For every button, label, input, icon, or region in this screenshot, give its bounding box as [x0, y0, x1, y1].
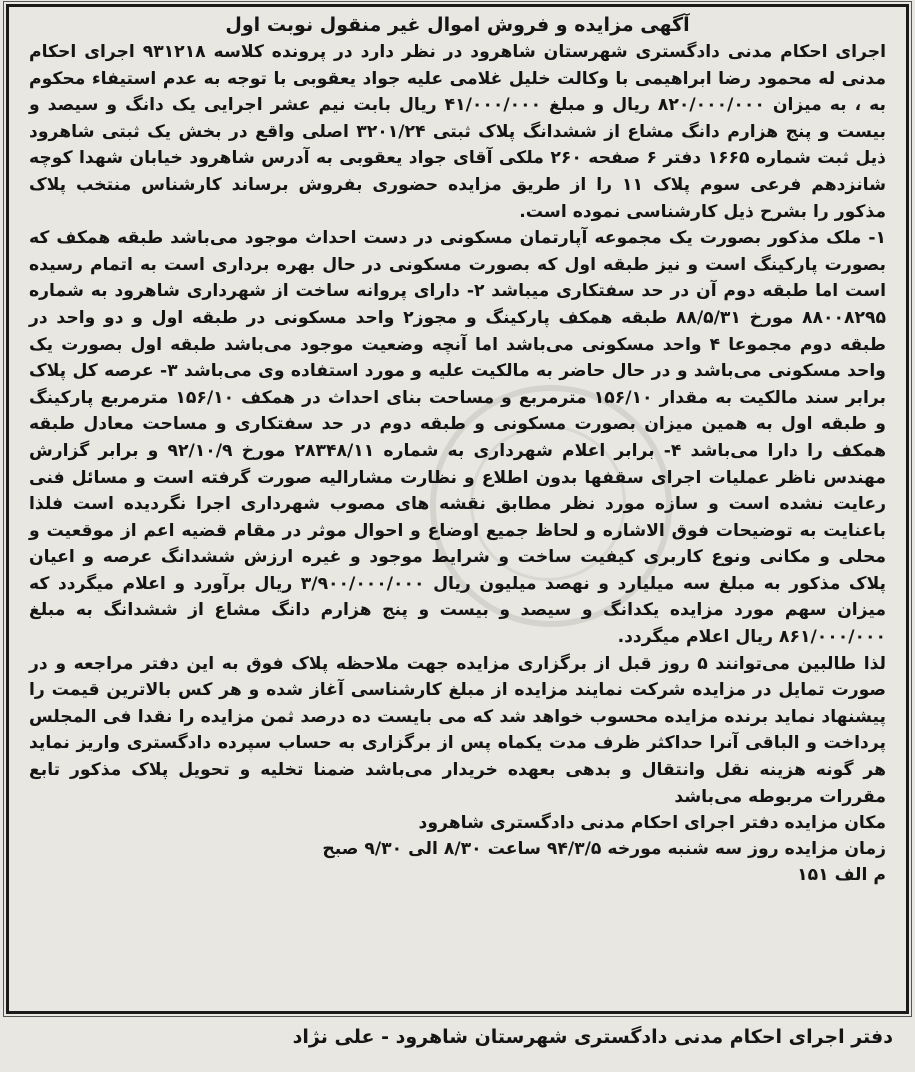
- auction-place: مکان مزایده دفتر اجرای احکام مدنی دادگستری شاهرود: [418, 813, 886, 834]
- notice-code: م الف ۱۵۱: [797, 865, 886, 886]
- notice-signature: دفتر اجرای احکام مدنی دادگستری شهرستان شاهرود - علی نژاد: [292, 1026, 893, 1048]
- notice-closing: لذا طالبین می‌توانند ۵ روز قبل از برگزاری مزایده جهت ملاحظه پلاک فوق به این دفتر مراجعه و در صورت تمایل در مزایده شرکت نمایند مزایده از مبلغ کارشناسی آغاز شده و هر کس بالاترین قیمت را پیشنهاد نماید برنده مزایده محسوب خواهد شد که می بایست ده درصد ثمن مزایده را نقدا فی المجلس پرداخت و الباقی آنرا حداکثر ظرف مدت یکماه پس از برگزاری به حساب سپرده دادگستری واریز نماید هر گونه هزینه نقل وانتقال و بدهی بعهده خریدار می‌باشد ضمنا تخلیه و تحویل پلاک مذکور تابع مقررات مربوطه می‌باشد: [29, 653, 886, 807]
- notice-title: آگهی مزایده و فروش اموال غیر منقول نوبت اول: [225, 14, 690, 36]
- notice-intro: اجرای احکام مدنی دادگستری شهرستان شاهرود در نظر دارد در پرونده کلاسه ۹۳۱۲۱۸ اجرای احکام مدنی له محمود رضا ابراهیمی با وکالت خلیل غلامی علیه جواد یعقوبی با توجه به عدم استیفاء محکوم به ، به میزان ۸۲۰/۰۰۰/۰۰۰ ریال و مبلغ ۴۱/۰۰۰/۰۰۰ ریال بابت نیم عشر اجرایی یک دانگ و سیصد و بیست و پنج هزارم دانگ مشاع از ششدانگ پلاک ثبتی ۳۲۰۱/۲۴ اصلی واقع در بخش یک ثبتی شاهرود ذیل ثبت شماره ۱۶۶۵ دفتر ۶ صفحه ۲۶۰ ملکی آقای جواد یعقوبی به آدرس شاهرود خیابان شهدا کوچه شانزدهم فرعی سوم پلاک ۱۱ را از طریق مزایده حضوری بفروش برساند کارشناس منتخب پلاک مذکور را بشرح ذیل کارشناسی نموده است.: [29, 42, 887, 222]
- auction-time: زمان مزایده روز سه شنبه مورخه ۹۴/۳/۵ ساعت ۸/۳۰ الی ۹/۳۰ صبح: [322, 839, 886, 860]
- notice-body: ۱- ملک مذکور بصورت یک مجموعه آپارتمان مسکونی در دست احداث موجود می‌باشد طبقه همکف که بصورت پارکینگ است و نیز طبقه اول که بصورت مسکونی در حال بهره برداری است به اتمام رسیده است اما طبقه دوم آن در حد سفتکاری میباشد ۲- دارای پروانه ساخت از شهرداری شاهرود به شماره ۸۸۰۰۸۲۹۵ مورخ ۸۸/۵/۳۱ طبقه همکف پارکینگ و مجوز۲ واحد مسکونی در طبقه اول و دو واحد در طبقه دوم مجموعا ۴ واحد مسکونی می‌باشد اما آنچه وضعیت موجود می‌باشد طبقه اول بصورت یک واحد مسکونی می‌باشد و در حال حاضر به مالکیت علیه و مورد استفاده وی می‌باشد ۳- عرصه کل پلاک برابر سند مالکیت به مقدار ۱۵۶/۱۰ مترمربع و مساحت بنای احداث در همکف ۱۵۶/۱۰ مترمربع پارکینگ و طبقه اول به همین میزان بصورت مسکونی و طبقه دوم در حد سفتکاری و مساحت معادل طبقه همکف را دارا می‌باشد ۴- برابر اعلام شهرداری به شماره ۲۸۳۴۸/۱۱ مورخ ۹۲/۱۰/۹ و برابر گزارش مهندس ناظر عملیات اجرای سقفها بدون اطلاع و نظارت مشارالیه صورت گرفته است و مسائل فنی رعایت نشده است و سازه مورد نظر مطابق نقشه های مصوب شهرداری اجرا نگردیده است فلذا باعنایت به توضیحات فوق الاشاره و لحاظ جمیع اوضاع و احوال موثر در مقام قضیه اعم از موقعیت و محلی و مکانی ونوع کاربری کیفیت ساخت و شرایط موجود و غیره ارزش ششدانگ عرصه و اعیان پلاک مذکور به مبلغ سه میلیارد و نهصد میلیون ریال ۳/۹۰۰/۰۰۰/۰۰۰ ریال برآورد و اعلام میگردد که میزان سهم مورد مزایده یکدانگ و سیصد و بیست و پنج هزارم دانگ مشاع از ششدانگ به مبلغ ۸۶۱/۰۰۰/۰۰۰ ریال اعلام میگردد.: [29, 228, 886, 648]
- notice-frame: [6, 4, 909, 1014]
